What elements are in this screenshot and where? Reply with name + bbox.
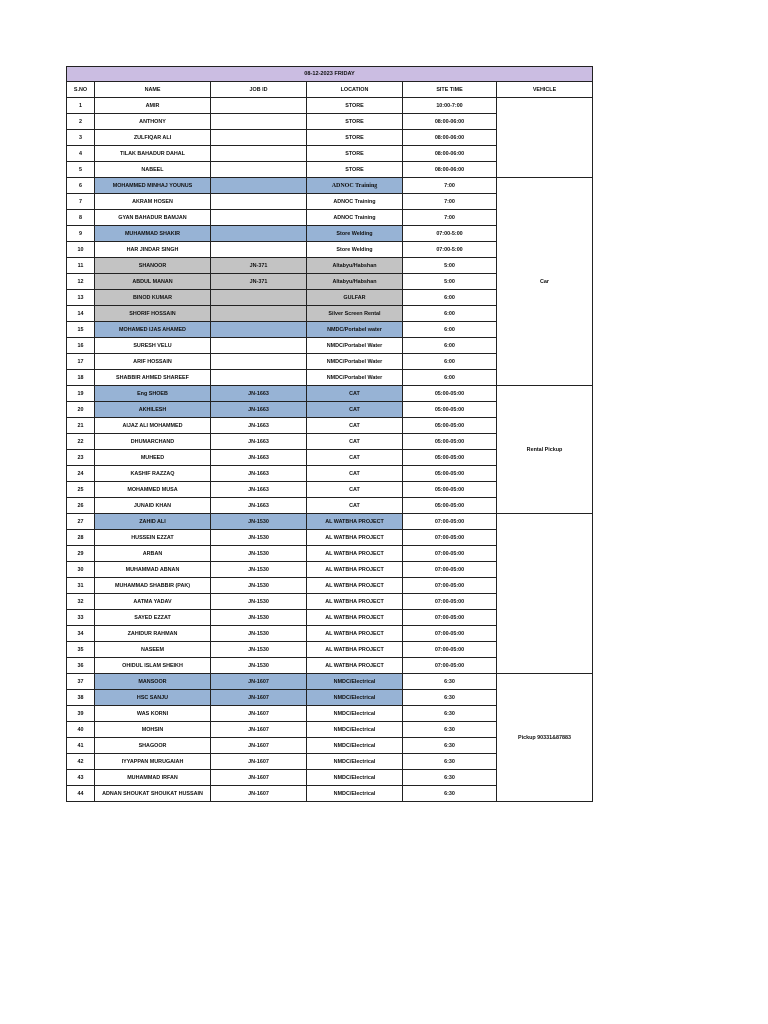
header-job-id: JOB ID (211, 82, 307, 98)
row-sno: 29 (67, 546, 95, 562)
row-job-id: JN-1607 (211, 738, 307, 754)
row-location: NMDC/Portabel Water (307, 338, 403, 354)
row-location: AL WATBHA PROJECT (307, 642, 403, 658)
row-sno: 28 (67, 530, 95, 546)
row-site-time: 05:00-05:00 (403, 498, 497, 514)
row-sno: 30 (67, 562, 95, 578)
row-site-time: 5:00 (403, 274, 497, 290)
row-sno: 38 (67, 690, 95, 706)
row-site-time: 05:00-05:00 (403, 482, 497, 498)
row-site-time: 6:00 (403, 306, 497, 322)
row-name: ADNAN SHOUKAT SHOUKAT HUSSAIN (95, 786, 211, 802)
row-job-id: JN-1607 (211, 690, 307, 706)
row-job-id (211, 98, 307, 114)
row-job-id (211, 242, 307, 258)
row-sno: 5 (67, 162, 95, 178)
row-location: NMDC/Electrical (307, 706, 403, 722)
row-location: STORE (307, 146, 403, 162)
row-location: AL WATBHA PROJECT (307, 530, 403, 546)
row-site-time: 6:00 (403, 290, 497, 306)
row-location: AL WATBHA PROJECT (307, 514, 403, 530)
row-name: MANSOOR (95, 674, 211, 690)
row-sno: 7 (67, 194, 95, 210)
row-job-id: JN-1663 (211, 402, 307, 418)
row-site-time: 07:00-05:00 (403, 610, 497, 626)
row-site-time: 05:00-05:00 (403, 450, 497, 466)
sheet-title: 08-12-2023 FRIDAY (67, 67, 593, 82)
row-site-time: 07:00-05:00 (403, 642, 497, 658)
row-site-time: 08:00-06:00 (403, 162, 497, 178)
row-sno: 39 (67, 706, 95, 722)
row-name: AKHILESH (95, 402, 211, 418)
row-sno: 40 (67, 722, 95, 738)
row-location: STORE (307, 130, 403, 146)
row-sno: 31 (67, 578, 95, 594)
row-location: ADNOC Training (307, 210, 403, 226)
row-name: MOHAMMED MINHAJ YOUNUS (95, 178, 211, 194)
row-name: MUHEED (95, 450, 211, 466)
row-location: STORE (307, 98, 403, 114)
row-job-id: JN-371 (211, 274, 307, 290)
row-site-time: 6:30 (403, 786, 497, 802)
row-site-time: 08:00-06:00 (403, 146, 497, 162)
row-sno: 11 (67, 258, 95, 274)
row-job-id: JN-1530 (211, 578, 307, 594)
schedule-table (66, 66, 593, 802)
row-name: DHUMARCHAND (95, 434, 211, 450)
header-row (67, 82, 593, 98)
table-row (67, 386, 593, 402)
row-name: HUSSEIN EZZAT (95, 530, 211, 546)
row-name: SHAGOOR (95, 738, 211, 754)
row-job-id: JN-1607 (211, 770, 307, 786)
row-location: NMDC/Portabel Water (307, 370, 403, 386)
row-job-id: JN-1607 (211, 786, 307, 802)
row-job-id (211, 290, 307, 306)
row-sno: 37 (67, 674, 95, 690)
row-name: MUHAMMAD SHABBIR (PAK) (95, 578, 211, 594)
row-name: HAR JINDAR SINGH (95, 242, 211, 258)
row-sno: 16 (67, 338, 95, 354)
row-sno: 27 (67, 514, 95, 530)
row-name: OHIDUL ISLAM SHEIKH (95, 658, 211, 674)
row-location: ADNOC Training (307, 194, 403, 210)
row-name: SHABBIR AHMED SHAREEF (95, 370, 211, 386)
row-site-time: 6:30 (403, 722, 497, 738)
row-location: NMDC/Electrical (307, 722, 403, 738)
row-location: CAT (307, 466, 403, 482)
row-location: Store Welding (307, 226, 403, 242)
row-job-id: JN-1530 (211, 562, 307, 578)
row-site-time: 05:00-05:00 (403, 418, 497, 434)
row-location: CAT (307, 434, 403, 450)
row-location: GULFAR (307, 290, 403, 306)
row-location: NMDC/Electrical (307, 786, 403, 802)
row-location: Silver Screen Rental (307, 306, 403, 322)
row-job-id (211, 130, 307, 146)
row-location: AL WATBHA PROJECT (307, 562, 403, 578)
row-site-time: 07:00-5:00 (403, 242, 497, 258)
row-job-id: JN-1663 (211, 498, 307, 514)
row-location: AL WATBHA PROJECT (307, 546, 403, 562)
row-site-time: 7:00 (403, 178, 497, 194)
row-site-time: 6:30 (403, 690, 497, 706)
row-location: CAT (307, 482, 403, 498)
row-location: CAT (307, 418, 403, 434)
row-name: WAS KORNI (95, 706, 211, 722)
row-site-time: 08:00-06:00 (403, 130, 497, 146)
row-site-time: 5:00 (403, 258, 497, 274)
header-location: LOCATION (307, 82, 403, 98)
row-sno: 32 (67, 594, 95, 610)
row-name: SHANOOR (95, 258, 211, 274)
row-location: NMDC/Portabel Water (307, 354, 403, 370)
table-row (67, 178, 593, 194)
row-job-id (211, 226, 307, 242)
row-sno: 25 (67, 482, 95, 498)
row-sno: 20 (67, 402, 95, 418)
row-job-id (211, 162, 307, 178)
row-site-time: 05:00-05:00 (403, 466, 497, 482)
row-sno: 24 (67, 466, 95, 482)
table-row (67, 514, 593, 530)
table-row (67, 674, 593, 690)
row-sno: 18 (67, 370, 95, 386)
row-sno: 1 (67, 98, 95, 114)
row-sno: 3 (67, 130, 95, 146)
row-name: AKRAM HOSEN (95, 194, 211, 210)
row-job-id: JN-1530 (211, 642, 307, 658)
row-name: SHORIF HOSSAIN (95, 306, 211, 322)
table-row (67, 98, 593, 114)
row-sno: 9 (67, 226, 95, 242)
row-name: BINOD KUMAR (95, 290, 211, 306)
row-sno: 36 (67, 658, 95, 674)
row-job-id: JN-1607 (211, 706, 307, 722)
row-location: NMDC/Portabel water (307, 322, 403, 338)
row-job-id: JN-1607 (211, 722, 307, 738)
row-sno: 13 (67, 290, 95, 306)
row-site-time: 05:00-05:00 (403, 402, 497, 418)
row-sno: 43 (67, 770, 95, 786)
row-location: AL WATBHA PROJECT (307, 626, 403, 642)
row-name: MOHAMMED MUSA (95, 482, 211, 498)
row-sno: 19 (67, 386, 95, 402)
row-job-id (211, 370, 307, 386)
row-sno: 2 (67, 114, 95, 130)
row-name: ZULFIQAR ALI (95, 130, 211, 146)
vehicle-cell: Car (497, 178, 593, 386)
row-job-id (211, 114, 307, 130)
row-sno: 42 (67, 754, 95, 770)
row-site-time: 6:30 (403, 706, 497, 722)
row-job-id: JN-1530 (211, 626, 307, 642)
row-job-id: JN-1607 (211, 754, 307, 770)
row-location: ADNOC Training (307, 178, 403, 194)
row-name: ZAHID ALI (95, 514, 211, 530)
row-sno: 8 (67, 210, 95, 226)
row-job-id (211, 210, 307, 226)
row-site-time: 6:30 (403, 738, 497, 754)
row-site-time: 07:00-05:00 (403, 626, 497, 642)
row-job-id: JN-1530 (211, 594, 307, 610)
row-name: ARBAN (95, 546, 211, 562)
row-name: TILAK BAHADUR DAHAL (95, 146, 211, 162)
row-job-id: JN-1530 (211, 546, 307, 562)
row-location: NMDC/Electrical (307, 754, 403, 770)
row-job-id (211, 178, 307, 194)
row-location: CAT (307, 450, 403, 466)
row-sno: 12 (67, 274, 95, 290)
row-location: NMDC/Electrical (307, 738, 403, 754)
row-job-id: JN-1663 (211, 386, 307, 402)
row-site-time: 07:00-05:00 (403, 514, 497, 530)
row-name: MOHSIN (95, 722, 211, 738)
row-name: AATMA YADAV (95, 594, 211, 610)
row-name: GYAN BAHADUR BAMJAN (95, 210, 211, 226)
row-sno: 14 (67, 306, 95, 322)
row-location: AL WATBHA PROJECT (307, 578, 403, 594)
row-job-id (211, 354, 307, 370)
row-name: AMIR (95, 98, 211, 114)
row-site-time: 07:00-05:00 (403, 658, 497, 674)
row-sno: 26 (67, 498, 95, 514)
row-name: SAYED EZZAT (95, 610, 211, 626)
row-job-id: JN-371 (211, 258, 307, 274)
row-name: AIJAZ ALI MOHAMMED (95, 418, 211, 434)
row-site-time: 6:30 (403, 754, 497, 770)
row-sno: 35 (67, 642, 95, 658)
row-name: KASHIF RAZZAQ (95, 466, 211, 482)
row-site-time: 6:00 (403, 354, 497, 370)
row-sno: 21 (67, 418, 95, 434)
row-sno: 23 (67, 450, 95, 466)
row-location: AL WATBHA PROJECT (307, 594, 403, 610)
row-job-id: JN-1530 (211, 610, 307, 626)
row-location: NMDC/Electrical (307, 770, 403, 786)
row-sno: 34 (67, 626, 95, 642)
row-name: JUNAID KHAN (95, 498, 211, 514)
row-name: ABDUL MANAN (95, 274, 211, 290)
header-vehicle: VEHICLE (497, 82, 593, 98)
row-site-time: 07:00-5:00 (403, 226, 497, 242)
row-location: CAT (307, 498, 403, 514)
row-name: NABEEL (95, 162, 211, 178)
header-name: NAME (95, 82, 211, 98)
row-sno: 22 (67, 434, 95, 450)
row-site-time: 07:00-05:00 (403, 546, 497, 562)
row-job-id: JN-1530 (211, 530, 307, 546)
row-job-id: JN-1663 (211, 450, 307, 466)
vehicle-cell: Rental Pickup (497, 386, 593, 514)
row-site-time: 7:00 (403, 210, 497, 226)
row-site-time: 07:00-05:00 (403, 578, 497, 594)
row-name: MUHAMMAD SHAKIR (95, 226, 211, 242)
row-sno: 4 (67, 146, 95, 162)
row-site-time: 7:00 (403, 194, 497, 210)
vehicle-cell (497, 514, 593, 674)
row-sno: 15 (67, 322, 95, 338)
row-name: HSC SANJU (95, 690, 211, 706)
row-site-time: 6:30 (403, 770, 497, 786)
row-name: NASEEM (95, 642, 211, 658)
row-location: CAT (307, 386, 403, 402)
row-sno: 17 (67, 354, 95, 370)
row-sno: 6 (67, 178, 95, 194)
row-location: STORE (307, 114, 403, 130)
row-job-id: JN-1663 (211, 434, 307, 450)
row-sno: 41 (67, 738, 95, 754)
row-job-id: JN-1530 (211, 514, 307, 530)
row-job-id (211, 306, 307, 322)
row-job-id (211, 322, 307, 338)
row-job-id (211, 194, 307, 210)
row-job-id (211, 146, 307, 162)
row-site-time: 07:00-05:00 (403, 594, 497, 610)
row-location: AL WATBHA PROJECT (307, 610, 403, 626)
row-job-id: JN-1607 (211, 674, 307, 690)
row-name: MOHAMED IJAS AHAMED (95, 322, 211, 338)
row-site-time: 10:00-7:00 (403, 98, 497, 114)
row-location: AL WATBHA PROJECT (307, 658, 403, 674)
row-site-time: 05:00-05:00 (403, 386, 497, 402)
row-site-time: 07:00-05:00 (403, 530, 497, 546)
row-site-time: 6:00 (403, 338, 497, 354)
row-location: Altabyu/Habshan (307, 274, 403, 290)
row-job-id: JN-1663 (211, 418, 307, 434)
row-location: CAT (307, 402, 403, 418)
row-site-time: 07:00-05:00 (403, 562, 497, 578)
row-site-time: 6:00 (403, 370, 497, 386)
row-name: IYYAPPAN MURUGAIAH (95, 754, 211, 770)
row-name: SURESH VELU (95, 338, 211, 354)
row-name: MUHAMMAD ABNAN (95, 562, 211, 578)
title-row (67, 67, 593, 82)
row-location: NMDC/Electrical (307, 690, 403, 706)
header-sno: S.NO (67, 82, 95, 98)
row-sno: 33 (67, 610, 95, 626)
row-location: STORE (307, 162, 403, 178)
row-job-id: JN-1663 (211, 482, 307, 498)
header-site-time: SITE TIME (403, 82, 497, 98)
row-site-time: 6:30 (403, 674, 497, 690)
row-location: Altabyu/Habshan (307, 258, 403, 274)
vehicle-cell: Pickup 90331&87883 (497, 674, 593, 802)
row-name: ARIF HOSSAIN (95, 354, 211, 370)
row-location: Store Welding (307, 242, 403, 258)
row-name: ANTHONY (95, 114, 211, 130)
row-job-id: JN-1663 (211, 466, 307, 482)
vehicle-cell (497, 98, 593, 178)
row-name: Eng SHOEB (95, 386, 211, 402)
row-location: NMDC/Electrical (307, 674, 403, 690)
row-sno: 44 (67, 786, 95, 802)
row-name: ZAHIDUR RAHMAN (95, 626, 211, 642)
row-site-time: 08:00-06:00 (403, 114, 497, 130)
row-sno: 10 (67, 242, 95, 258)
row-site-time: 6:00 (403, 322, 497, 338)
row-job-id (211, 338, 307, 354)
row-site-time: 05:00-05:00 (403, 434, 497, 450)
row-job-id: JN-1530 (211, 658, 307, 674)
row-name: MUHAMMAD IRFAN (95, 770, 211, 786)
